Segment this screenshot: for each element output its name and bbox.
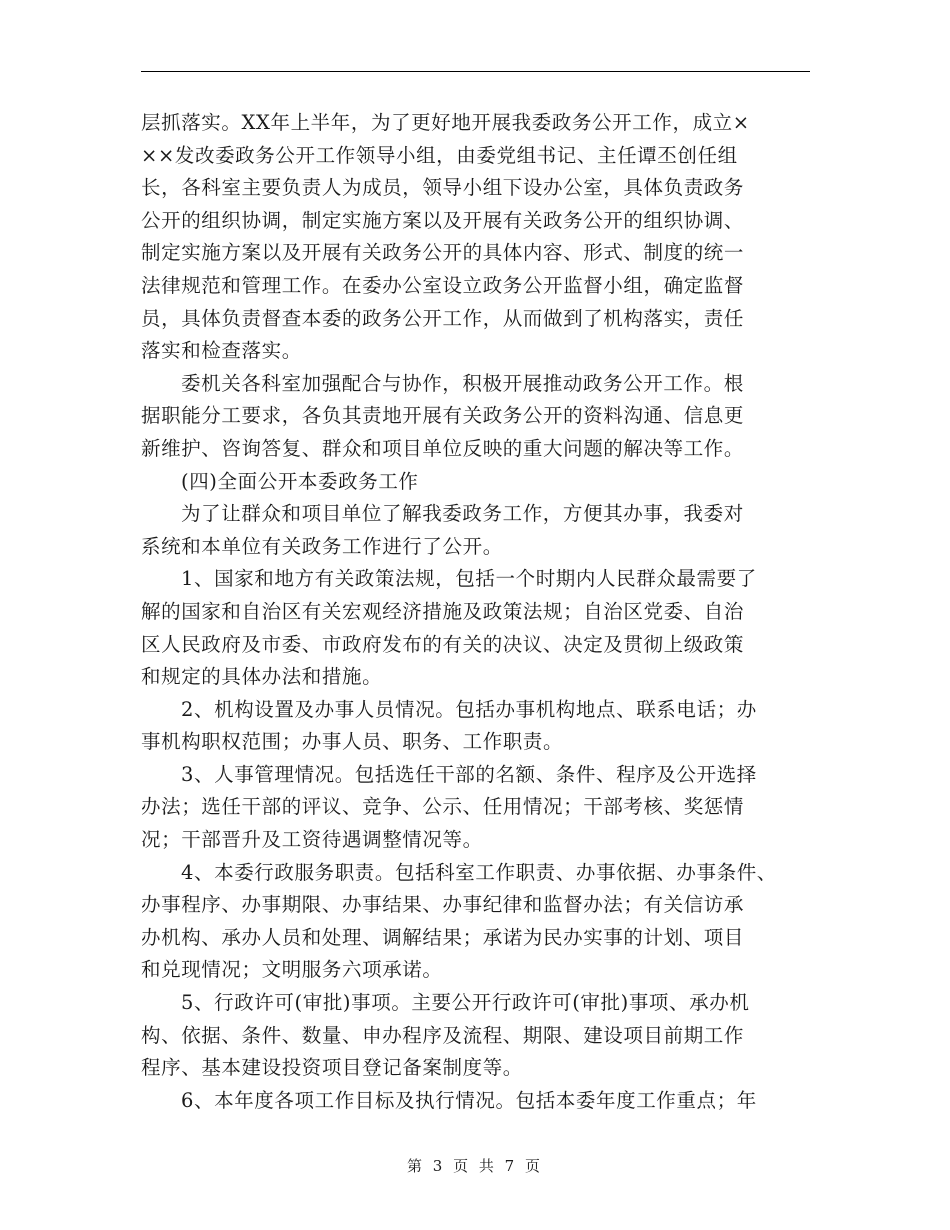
- text-line: 区人民政府及市委、市政府发布的有关的决议、决定及贯彻上级政策: [141, 632, 745, 656]
- text-line: 构、依据、条件、数量、申办程序及流程、期限、建设项目前期工作: [141, 1023, 745, 1047]
- text-line: 落实和检查落实。: [141, 339, 302, 363]
- text-line: 制定实施方案以及开展有关政务公开的具体内容、形式、制度的统一: [141, 241, 745, 265]
- text-line: 员，具体负责督查本委的政务公开工作，从而做到了机构落实，责任: [141, 306, 745, 330]
- text-line: 程序、基本建设投资项目登记备案制度等。: [141, 1056, 523, 1080]
- text-line: 长，各科室主要负责人为成员，领导小组下设办公室，具体负责政务: [141, 176, 745, 200]
- body-text: [141, 107, 821, 1117]
- text-line: 6、本年度各项工作目标及执行情况。包括本委年度工作重点；年: [181, 1088, 757, 1112]
- text-line: 况；干部晋升及工资待遇调整情况等。: [141, 828, 483, 852]
- text-line: 办机构、承办人员和处理、调解结果；承诺为民办实事的计划、项目: [141, 925, 745, 949]
- text-line: 解的国家和自治区有关宏观经济措施及政策法规；自治区党委、自治: [141, 599, 745, 623]
- text-line: 和兑现情况；文明服务六项承诺。: [141, 958, 443, 982]
- text-line: 为了让群众和项目单位了解我委政务工作，方便其办事，我委对: [181, 502, 744, 526]
- text-line: 公开的组织协调，制定实施方案以及开展有关政务公开的组织协调、: [141, 208, 745, 232]
- text-line: 1、国家和地方有关政策法规，包括一个时期内人民群众最需要了: [181, 567, 757, 591]
- text-line: 办事程序、办事期限、办事结果、办事纪律和监督办法；有关信访承: [141, 893, 745, 917]
- text-line: 5、行政许可(审批)事项。主要公开行政许可(审批)事项、承办机: [181, 991, 750, 1015]
- text-line: 4、本委行政服务职责。包括科室工作职责、办事依据、办事条件、: [181, 860, 777, 884]
- text-line: 据职能分工要求，各负其责地开展有关政务公开的资料沟通、信息更: [141, 404, 745, 428]
- text-line: 和规定的具体办法和措施。: [141, 665, 383, 689]
- text-line: ××发改委政务公开工作领导小组，由委党组书记、主任谭丕创任组: [141, 143, 738, 167]
- text-line: 委机关各科室加强配合与协作，积极开展推动政务公开工作。根: [181, 371, 744, 395]
- text-line: 事机构职权范围；办事人员、职务、工作职责。: [141, 730, 564, 754]
- text-line: 法律规范和管理工作。在委办公室设立政务公开监督小组，确定监督: [141, 273, 745, 297]
- text-line: 3、人事管理情况。包括选任干部的名额、条件、程序及公开选择: [181, 762, 757, 786]
- text-line: 新维护、咨询答复、群众和项目单位反映的重大问题的解决等工作。: [141, 436, 745, 460]
- text-line: (四)全面公开本委政务工作: [181, 469, 419, 493]
- text-line: 2、机构设置及办事人员情况。包括办事机构地点、联系电话；办: [181, 697, 757, 721]
- header-rule: [141, 71, 810, 72]
- text-line: 系统和本单位有关政务工作进行了公开。: [141, 534, 503, 558]
- page-footer: 第 3 页 共 7 页: [407, 1157, 543, 1175]
- text-line: 办法；选任干部的评议、竞争、公示、任用情况；干部考核、奖惩情: [141, 795, 745, 819]
- text-line: 层抓落实。XX年上半年，为了更好地开展我委政务公开工作，成立×: [141, 111, 750, 134]
